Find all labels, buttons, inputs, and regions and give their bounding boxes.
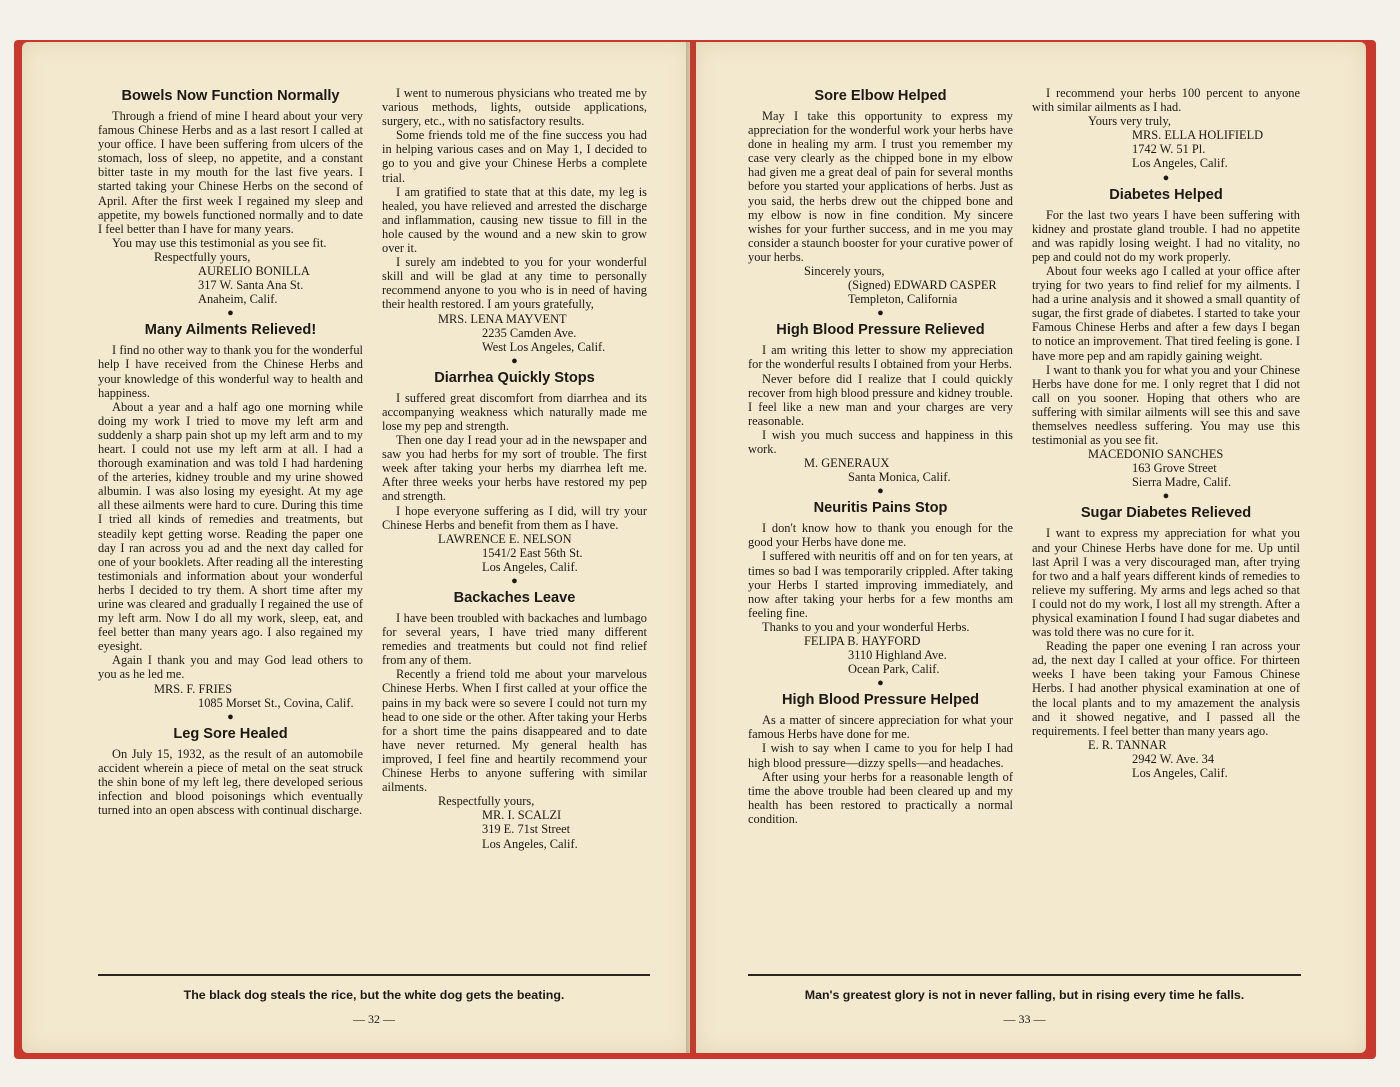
- testimonial-paragraph: After using your herbs for a reasonable length of time the above trouble had been cleared up and my health has been restored to practically a normal condition.: [748, 769, 1013, 826]
- testimonial-heading: Many Ailments Relieved!: [144, 322, 317, 339]
- testimonial-paragraph: I want to express my appreciation for what you and your Chinese Herbs have done for me. Up until last April I was a very discouraged man, after trying for two and a half years different kinds of remedies to relieve my suffering. My arms and legs ached so that I could not do my work, I lost all my strength. After a physical examination I found I had sugar diabetes and was told there was no cure for it.: [1032, 526, 1300, 640]
- signature-line: Respectfully yours,: [438, 794, 535, 809]
- signature-block: [748, 264, 1013, 306]
- testimonial-heading: Sugar Diabetes Relieved: [1080, 505, 1252, 522]
- signature-line: (Signed) EDWARD CASPER: [848, 278, 997, 293]
- section-bullet: ●: [877, 485, 884, 498]
- left-page-column-2: [382, 86, 647, 966]
- signature-line: 3110 Highland Ave.: [848, 648, 947, 663]
- signature-line: Santa Monica, Calif.: [848, 470, 951, 485]
- testimonial-paragraph: About a year and a half ago one morning while doing my work I tried to move my left arm and suddenly a sharp pain shot up my left arm and to my heart. I could not use my left arm at all. I had a thorough examination and was told I had hardening of the arteries, kidney trouble and my urine showed albumin. I was also losing my eyesight. At my age all these ailments were hard to cure. During this time I tried all kinds of remedies and treatments, but steadily kept getting worse. Reading the paper one day I ran across you ad and the next day called for one of your booklets. After reading all the interesting testimonials and information about your wonderful herbs I decided to try them. A short time after my urine was cleared and gradually I regained the use of my left arm. Now I do all my work, sleep, eat, and feel better than many years ago. I also regained my eyesight.: [98, 399, 363, 654]
- signature-block: [1032, 114, 1300, 170]
- right-page-column-2: [1032, 86, 1300, 966]
- testimonial-heading: Backaches Leave: [453, 590, 576, 606]
- signature-block: [748, 456, 1013, 484]
- signature-line: MRS. ELLA HOLIFIELD: [1132, 128, 1264, 143]
- testimonial-heading: Neuritis Pains Stop: [813, 500, 948, 517]
- signature-line: M. GENERAUX: [804, 456, 890, 471]
- proverb: The black dog steals the rice, but the white dog gets the beating.: [183, 988, 565, 1002]
- testimonial-heading: Diabetes Helped: [1109, 186, 1223, 203]
- footer-rule: [98, 974, 650, 976]
- testimonial-heading: Leg Sore Healed: [173, 725, 288, 742]
- page-number: — 33 —: [1003, 1012, 1046, 1026]
- signature-line: AURELIO BONILLA: [198, 264, 310, 279]
- signature-block: [1032, 447, 1300, 489]
- signature-block: [382, 312, 647, 354]
- signature-block: [382, 532, 647, 574]
- signature-line: MACEDONIO SANCHES: [1088, 447, 1224, 462]
- signature-block: [1032, 738, 1300, 780]
- signature-line: Los Angeles, Calif.: [482, 836, 578, 851]
- testimonial-heading: Bowels Now Function Normally: [121, 88, 340, 104]
- testimonial-heading: High Blood Pressure Relieved: [776, 322, 985, 339]
- section-bullet: ●: [877, 677, 884, 690]
- section-bullet: ●: [1162, 171, 1170, 184]
- signature-line: E. R. TANNAR: [1088, 737, 1167, 752]
- section-bullet: ●: [227, 710, 234, 723]
- testimonial-paragraph: Some friends told me of the fine success you had in helping various cases and on May 1, I decided to go to you and give your Chinese Herbs a complete trial.: [382, 128, 647, 185]
- testimonial-paragraph: Never before did I realize that I could quickly recover from high blood pressure and kidney trouble. I feel like a new man and your charges are very reasonable.: [748, 371, 1013, 428]
- testimonial-paragraph: On July 15, 1932, as the result of an automobile accident wherein a piece of metal on the seat struck the shin bone of my left leg, there developed serious infection and blood poisonings which eventually turned into an open abscess with continual discharge.: [98, 746, 363, 818]
- proverb: Man's greatest glory is not in never falling, but in rising every time he falls.: [804, 988, 1245, 1002]
- testimonial-paragraph: I wish to say when I came to you for help I had high blood pressure—dizzy spells—and headaches.: [748, 741, 1013, 770]
- section-bullet: ●: [877, 307, 884, 320]
- signature-line: 317 W. Santa Ana St.: [198, 278, 304, 293]
- signature-line: 1085 Morset St., Covina, Calif.: [198, 695, 354, 710]
- signature-line: Sincerely yours,: [804, 264, 885, 279]
- testimonial-paragraph: I am gratified to state that at this date, my leg is healed, you have relieved and arrested the discharge and inflammation, causing new tissue to fill in the hole caused by the wound and a new skin to grow over it.: [382, 184, 647, 256]
- testimonial-paragraph: Recently a friend told me about your marvelous Chinese Herbs. When I first called at your office the pains in my back were so severe I could not turn my head to one side or the other. After taking your Herbs for a short time the pains disappeared and to date have never returned. My general health has improved, I feel fine and heartily recommend your Chinese Herbs to anyone suffering with similar ailments.: [382, 667, 647, 795]
- testimonial-paragraph: May I take this opportunity to express my appreciation for the wonderful work your herbs have done in healing my arm. I trust you remember my case very clearly as the chipped bone in my elbow had given me a great deal of pain for several months before you started your applications of herbs. Just as you said, the herbs drew out the chipped bone and my elbow is now in fine condition. My sincere wishes for your further success, and in me you may consider a staunch booster for your curative power of your herbs.: [748, 109, 1013, 264]
- testimonial-paragraph: I recommend your herbs 100 percent to anyone with similar ailments as I had.: [1032, 86, 1300, 115]
- signature-line: 319 E. 71st Street: [482, 822, 571, 837]
- testimonial-paragraph: Through a friend of mine I heard about your very famous Chinese Herbs and as a last resort I called at your office. I have been suffering from ulcers of the stomach, loss of sleep, no appetite, and a constant bitter taste in my mouth for the last five years. I started taking your Chinese Herbs on the second of April. After the first week I regained my sleep and appetite, my bowels functioned normally and to date I feel better than I have for many years.: [98, 109, 363, 236]
- testimonial-paragraph: Again I thank you and may God lead others to you as he led me.: [98, 653, 363, 682]
- section-bullet: ●: [1162, 490, 1170, 503]
- right-page-column-1: [748, 86, 1013, 966]
- testimonial-heading: High Blood Pressure Helped: [781, 692, 980, 709]
- signature-line: FELIPA B. HAYFORD: [804, 634, 921, 648]
- signature-line: Sierra Madre, Calif.: [1132, 475, 1232, 490]
- testimonial-paragraph: You may use this testimonial as you see fit.: [112, 235, 327, 250]
- signature-line: LAWRENCE E. NELSON: [438, 531, 572, 546]
- section-bullet: ●: [511, 575, 518, 587]
- testimonial-paragraph: I want to thank you for what you and your Chinese Herbs have done for me. I only regret that I did not call on you sooner. Hoping that others who are suffering with similar ailments will see this and save themselves needless suffering. You may use this testimonial as you see fit.: [1032, 362, 1300, 448]
- signature-line: Ocean Park, Calif.: [848, 662, 940, 677]
- signature-line: MRS. F. FRIES: [154, 681, 233, 696]
- signature-block: [98, 250, 363, 306]
- signature-block: [748, 634, 1013, 676]
- left-page-column-1: [98, 86, 363, 966]
- section-bullet: ●: [511, 354, 518, 367]
- testimonial-paragraph: About four weeks ago I called at your office after trying for two years to find relief for my ailments. I had a urine analysis and it showed a small quantity of sugar, the first grade of diabetes. I started to take your Famous Chinese Herbs and after a few days I began to notice an improvement. That tired feeling is gone. I have more pep and am rapidly gaining weight.: [1032, 263, 1300, 363]
- left-page: [22, 42, 690, 1053]
- testimonial-paragraph: I wish you much success and happiness in this work.: [748, 427, 1013, 456]
- signature-line: Los Angeles, Calif.: [482, 559, 578, 574]
- signature-line: West Los Angeles, Calif.: [482, 339, 606, 354]
- signature-line: Los Angeles, Calif.: [1132, 156, 1228, 171]
- signature-line: 1541/2 East 56th St.: [482, 545, 583, 560]
- signature-line: MR. I. SCALZI: [482, 808, 562, 823]
- testimonial-paragraph: Reading the paper one evening I ran across your ad, the next day I called at your office. For thirteen weeks I have been taking your Famous Chinese Herbs. I had another physical examination at one of the local plants and to my amazement the analysis and it showed negative, and I passed all the requirements. I feel better than many years ago.: [1032, 639, 1300, 738]
- testimonial-paragraph: I suffered great discomfort from diarrhea and its accompanying weakness which naturally made me lose my pep and strength.: [382, 390, 647, 433]
- signature-line: Los Angeles, Calif.: [1132, 766, 1228, 781]
- signature-line: Respectfully yours,: [154, 249, 251, 264]
- signature-line: 1742 W. 51 Pl.: [1132, 142, 1206, 157]
- testimonial-paragraph: I hope everyone suffering as I did, will try your Chinese Herbs and benefit from them as I have.: [382, 503, 647, 532]
- footer-rule: [748, 974, 1301, 976]
- signature-line: 163 Grove Street: [1132, 461, 1217, 476]
- testimonial-paragraph: I went to numerous physicians who treated me by various methods, lights, outside applications, surgery, etc., with no satisfactory results.: [382, 86, 647, 129]
- testimonial-paragraph: I am writing this letter to show my appreciation for the wonderful results I obtained from your Herbs.: [748, 343, 1013, 372]
- testimonial-heading: Sore Elbow Helped: [814, 88, 947, 104]
- testimonial-paragraph: I have been troubled with backaches and lumbago for several years, I have tried many different remedies and treatments but could not find relief from any of them.: [382, 611, 647, 668]
- signature-block: [98, 682, 363, 710]
- testimonial-paragraph: I suffered with neuritis off and on for ten years, at times so bad I was temporarily crippled. After taking your Herbs I started improving immediately, and now after taking your herbs for a few months am feeling fine.: [748, 549, 1013, 620]
- page-number: — 32 —: [353, 1012, 395, 1026]
- signature-line: Templeton, California: [848, 292, 958, 307]
- testimonial-paragraph: For the last two years I have been suffering with kidney and prostate gland trouble. I had no appetite and was rapidly losing weight. I had no vitality, no pep and could not do my work properly.: [1032, 207, 1300, 264]
- signature-line: 2942 W. Ave. 34: [1132, 751, 1215, 766]
- right-page: [696, 42, 1366, 1053]
- testimonial-paragraph: Thanks to you and your wonderful Herbs.: [762, 619, 970, 634]
- signature-line: Anaheim, Calif.: [198, 292, 278, 307]
- signature-line: Yours very truly,: [1088, 114, 1171, 129]
- testimonial-heading: Diarrhea Quickly Stops: [434, 369, 595, 386]
- signature-line: MRS. LENA MAYVENT: [438, 311, 567, 326]
- testimonial-paragraph: I don't know how to thank you enough for the good your Herbs have done me.: [748, 521, 1013, 550]
- testimonial-paragraph: Then one day I read your ad in the newspaper and saw you had herbs for my sort of trouble. The first week after taking your herbs my diarrhea left me. After three weeks your herbs have restored my pep and strength.: [382, 433, 647, 504]
- signature-line: 2235 Camden Ave.: [482, 325, 577, 340]
- testimonial-paragraph: I surely am indebted to you for your wonderful skill and will be glad at any time to personally recommend anyone to you who is in need of having their health restored. I am yours gratefully,: [382, 255, 647, 312]
- signature-block: [382, 794, 647, 850]
- section-bullet: ●: [227, 307, 234, 320]
- testimonial-paragraph: I find no other way to thank you for the wonderful help I have received from the Chinese Herbs and your knowledge of this wonderful way to health and happiness.: [98, 343, 363, 400]
- testimonial-paragraph: As a matter of sincere appreciation for what your famous Herbs have done for me.: [748, 713, 1013, 742]
